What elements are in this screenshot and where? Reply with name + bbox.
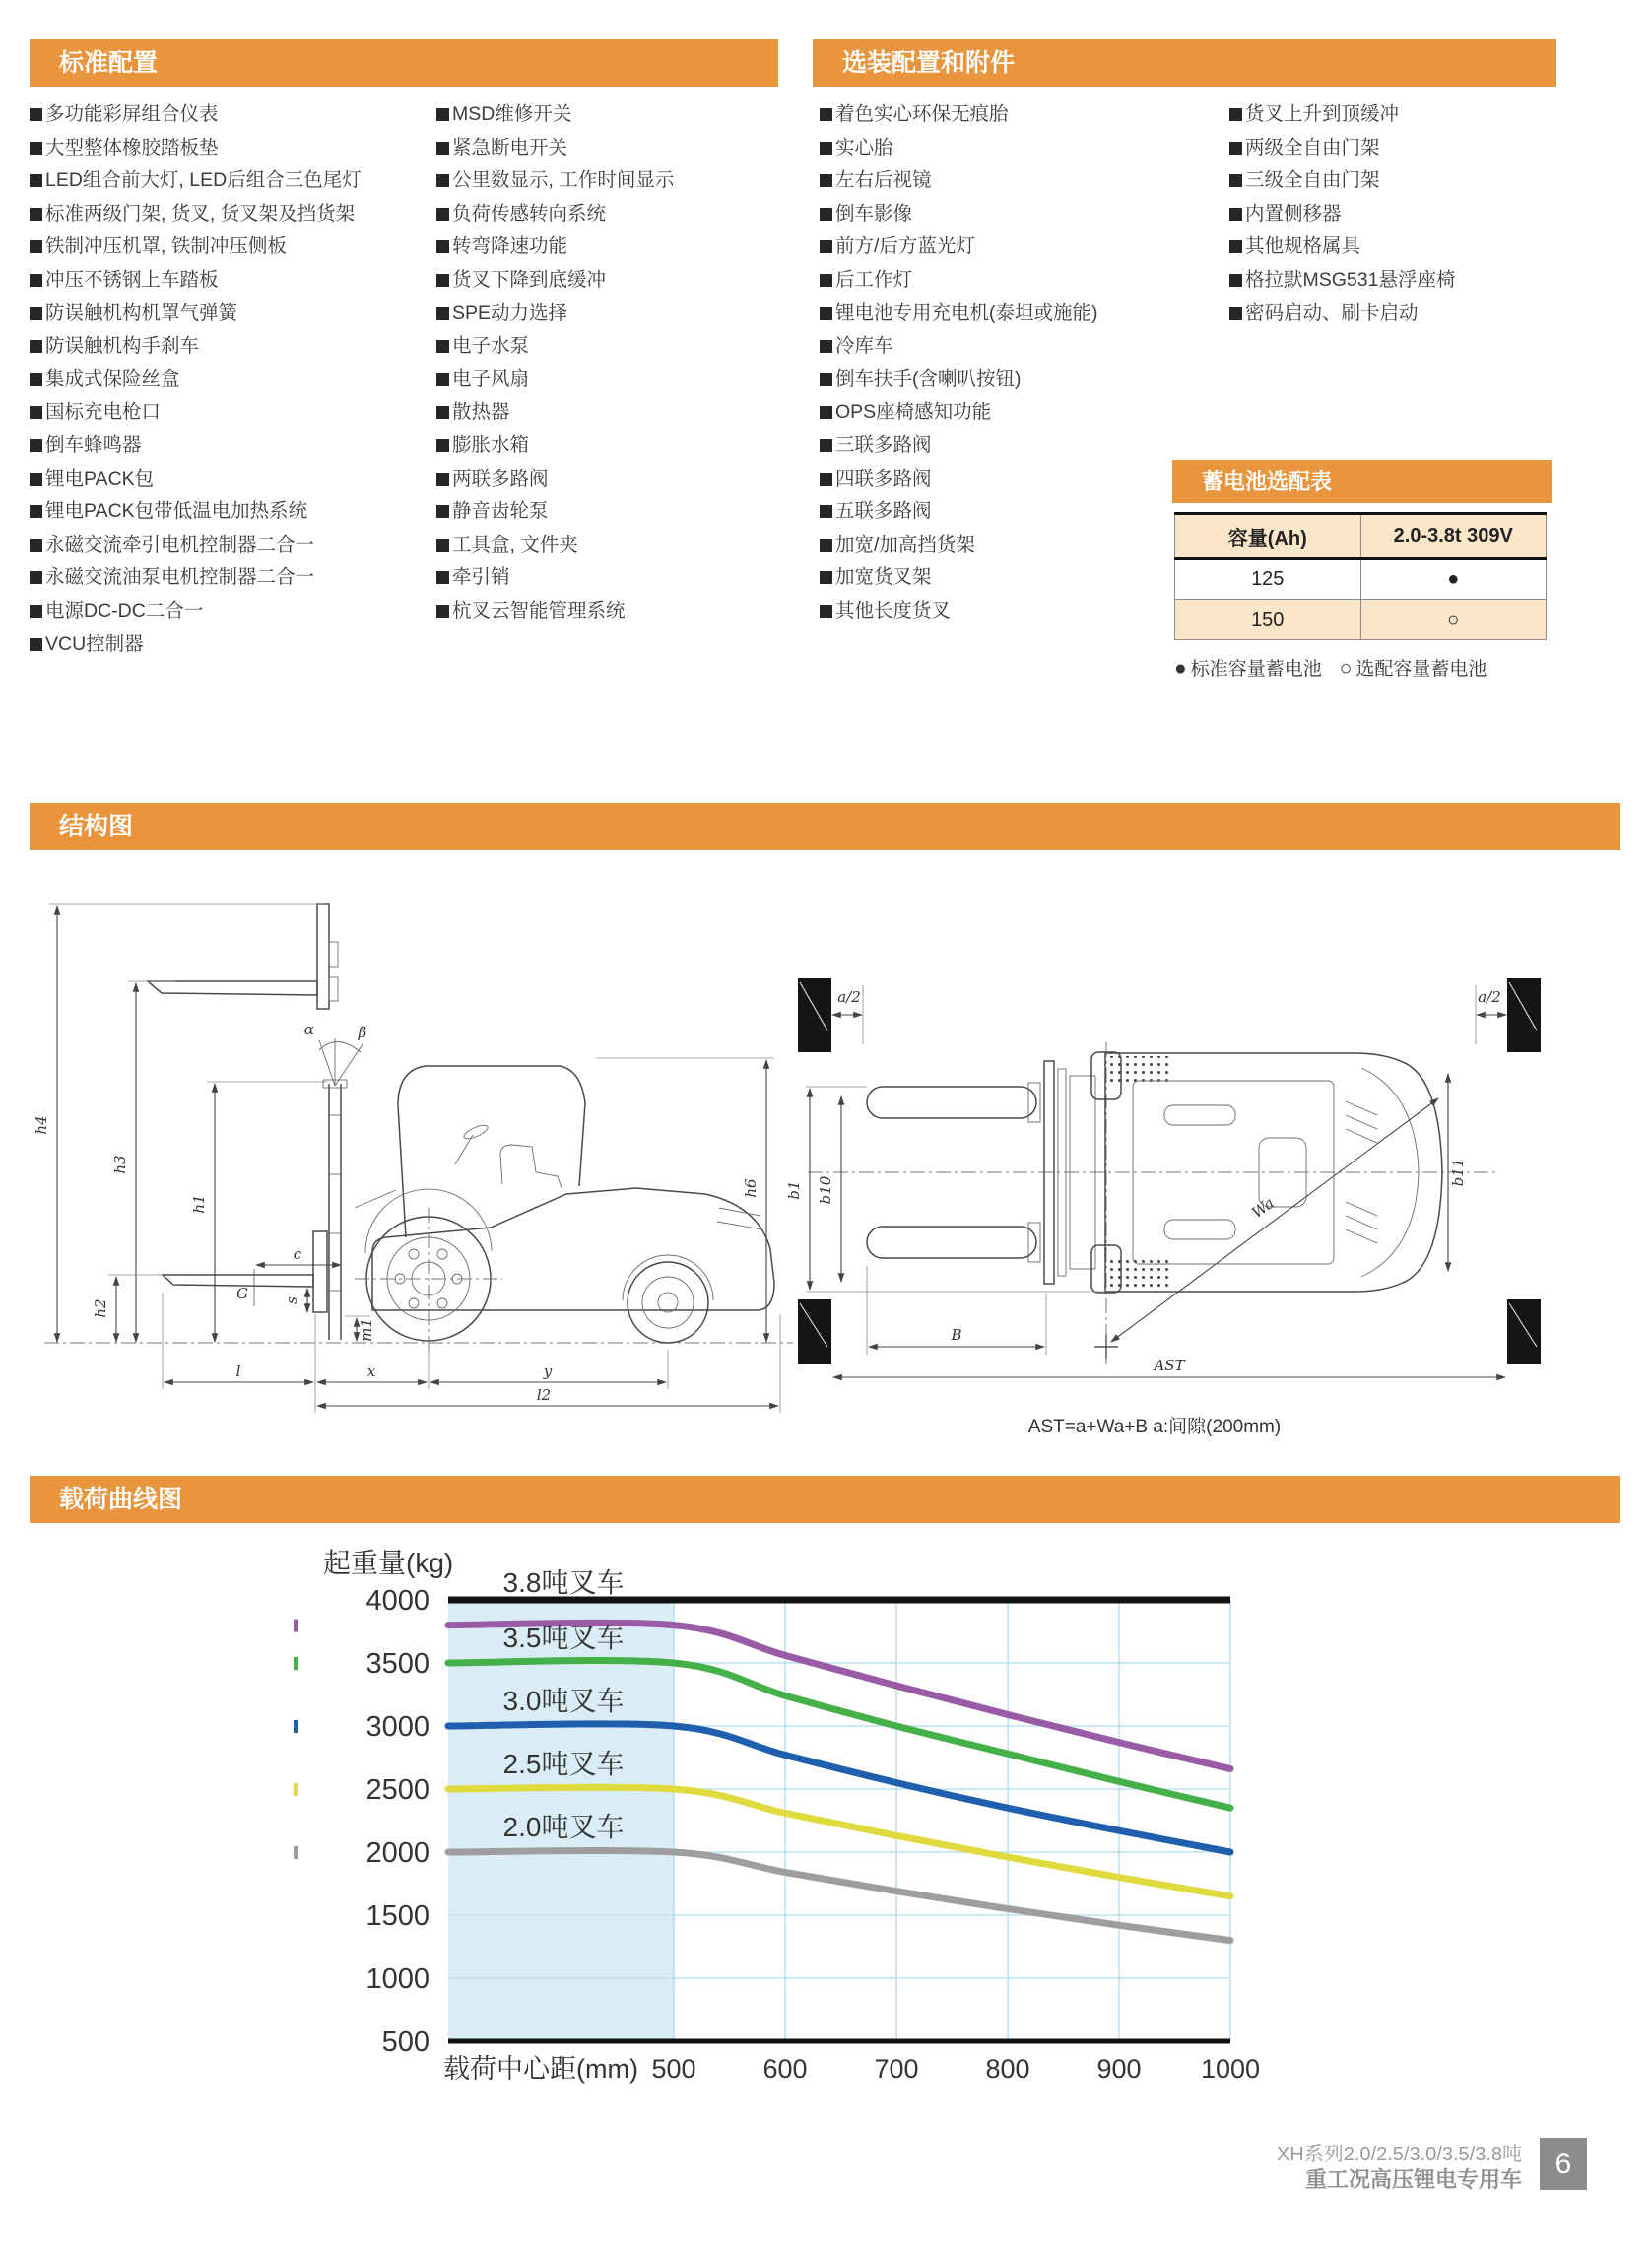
config-item-label: 防误触机构手刹车 <box>45 335 200 358</box>
battery-table <box>1174 512 1547 640</box>
config-item-label: 冷库车 <box>835 335 893 358</box>
square-bullet-icon <box>820 142 832 155</box>
square-bullet-icon <box>30 406 42 419</box>
square-bullet-icon <box>436 505 449 518</box>
x-tick-label: 700 <box>874 2054 919 2084</box>
config-item <box>30 364 362 397</box>
config-item <box>30 231 362 264</box>
config-item-label: 电子水泵 <box>452 335 530 358</box>
config-item-label: 格拉默MSG531悬浮座椅 <box>1245 268 1456 291</box>
config-item-label: 转弯降速功能 <box>452 235 568 258</box>
config-item <box>820 298 1098 331</box>
m1-dim-label: m1 <box>358 1318 375 1342</box>
square-bullet-icon <box>436 340 449 353</box>
config-item-label: 密码启动、刷卡启动 <box>1245 301 1419 324</box>
config-item <box>436 132 674 166</box>
config-item-label: 冲压不锈钢上车踏板 <box>45 268 219 291</box>
h3-dim-label: h3 <box>111 1155 129 1174</box>
standard-config-header: 标准配置 <box>30 39 778 87</box>
battery-legend <box>1174 654 1547 681</box>
config-item <box>436 231 674 264</box>
series-label: 2.0吨叉车 <box>502 1812 625 1842</box>
config-item-label: 其他规格属具 <box>1245 235 1361 258</box>
square-bullet-icon <box>1229 240 1242 253</box>
config-item-label: 三级全自由门架 <box>1245 169 1380 192</box>
config-item-label: 实心胎 <box>835 136 893 159</box>
config-item <box>436 330 674 364</box>
config-item <box>30 198 362 232</box>
config-item-label: 永磁交流油泵电机控制器二合一 <box>45 566 315 589</box>
config-item-label: 静音齿轮泵 <box>452 500 549 523</box>
config-item <box>820 364 1098 397</box>
square-bullet-icon <box>820 439 832 452</box>
config-item-label: 加宽/加高挡货架 <box>835 533 975 556</box>
config-item-label: 大型整体橡胶踏板垫 <box>45 136 219 159</box>
square-bullet-icon <box>30 307 42 320</box>
battery-section <box>1174 512 1547 681</box>
config-item <box>30 99 362 132</box>
config-item-label: 倒车蜂鸣器 <box>45 433 142 456</box>
square-bullet-icon <box>820 274 832 287</box>
config-item-label: 锂电PACK包带低温电加热系统 <box>45 500 308 523</box>
square-bullet-icon <box>820 174 832 187</box>
square-bullet-icon <box>436 571 449 584</box>
y-tick-label: 1500 <box>365 1900 430 1932</box>
square-bullet-icon <box>436 274 449 287</box>
battery-model-column-header: 2.0-3.8t 309V <box>1360 514 1547 559</box>
b1-dim-label: b1 <box>785 1180 803 1200</box>
config-item-label: 杭叉云智能管理系统 <box>452 599 626 622</box>
filled-circle-icon: ● <box>1174 657 1187 680</box>
config-item-label: 倒车影像 <box>835 202 913 225</box>
config-item <box>820 463 1098 497</box>
config-item <box>1229 298 1455 331</box>
b11-dim-label: b11 <box>1449 1158 1467 1187</box>
config-item <box>436 198 674 232</box>
structure-diagram-header: 结构图 <box>30 803 1620 850</box>
config-item <box>30 165 362 198</box>
config-item <box>820 99 1098 132</box>
square-bullet-icon <box>436 208 449 221</box>
config-item <box>30 496 362 529</box>
empty-circle-icon: ○ <box>1339 657 1353 680</box>
config-item <box>30 529 362 563</box>
load-curve-header: 载荷曲线图 <box>30 1476 1620 1523</box>
y-tick-label: 2500 <box>365 1774 430 1806</box>
series-label: 3.8吨叉车 <box>502 1567 625 1598</box>
h4-dim-label: h4 <box>33 1115 50 1135</box>
config-item <box>820 529 1098 563</box>
top-view-drawing <box>785 978 1541 1437</box>
square-bullet-icon <box>30 274 42 287</box>
config-item-label: 集成式保险丝盒 <box>45 367 180 390</box>
square-bullet-icon <box>436 373 449 386</box>
config-item <box>30 396 362 430</box>
config-item-label: 公里数显示, 工作时间显示 <box>452 169 675 192</box>
square-bullet-icon <box>436 142 449 155</box>
config-item-label: 五联多路阀 <box>835 500 932 523</box>
config-item-label: 紧急断电开关 <box>452 136 568 159</box>
config-item <box>1229 198 1455 232</box>
y-tick-label: 3500 <box>365 1648 430 1680</box>
config-item-label: 膨胀水箱 <box>452 433 530 456</box>
config-item-label: 加宽货叉架 <box>835 566 932 589</box>
x-tick-label: 900 <box>1096 2054 1142 2084</box>
config-item-label: 左右后视镜 <box>835 169 932 192</box>
standard-capacity-mark-icon: ● <box>1360 559 1547 600</box>
series-tick-3.0吨叉车 <box>294 1720 298 1733</box>
config-item-label: 内置侧移器 <box>1245 202 1342 225</box>
y-tick-label: 500 <box>381 2026 430 2058</box>
a2-right-dim-label: a/2 <box>1478 988 1501 1006</box>
square-bullet-icon <box>436 108 449 121</box>
square-bullet-icon <box>30 571 42 584</box>
config-item <box>1229 231 1455 264</box>
y-tick-label: 1000 <box>365 1963 430 1995</box>
config-item <box>30 595 362 629</box>
config-item <box>436 529 674 563</box>
square-bullet-icon <box>30 240 42 253</box>
square-bullet-icon <box>436 240 449 253</box>
series-label: 3.0吨叉车 <box>502 1686 625 1716</box>
config-item <box>820 396 1098 430</box>
config-item-label: MSD维修开关 <box>452 103 572 125</box>
config-item <box>436 430 674 463</box>
config-item-label: 永磁交流牵引电机控制器二合一 <box>45 533 315 556</box>
optional-config-col2 <box>1229 99 1455 330</box>
x-axis-title: 载荷中心距(mm) <box>443 2054 638 2084</box>
optional-capacity-mark-icon: ○ <box>1360 600 1547 640</box>
square-bullet-icon <box>436 439 449 452</box>
series-label: 2.5吨叉车 <box>502 1749 625 1779</box>
square-bullet-icon <box>820 539 832 552</box>
config-item <box>1229 99 1455 132</box>
config-item-label: 货叉上升到顶缓冲 <box>1245 103 1400 125</box>
config-item <box>820 430 1098 463</box>
square-bullet-icon <box>30 174 42 187</box>
square-bullet-icon <box>30 439 42 452</box>
square-bullet-icon <box>1229 174 1242 187</box>
config-item-label: 标准两级门架, 货叉, 货叉架及挡货架 <box>45 202 356 225</box>
h6-dim-label: h6 <box>742 1178 760 1198</box>
square-bullet-icon <box>820 605 832 618</box>
square-bullet-icon <box>1229 208 1242 221</box>
config-item-label: 防误触机构机罩气弹簧 <box>45 301 238 324</box>
config-item <box>30 330 362 364</box>
square-bullet-icon <box>436 307 449 320</box>
square-bullet-icon <box>30 208 42 221</box>
alpha-angle-label: α <box>303 1021 315 1038</box>
config-item <box>1229 165 1455 198</box>
y-axis-title: 起重量(kg) <box>323 1548 454 1578</box>
a2-left-dim-label: a/2 <box>837 988 861 1006</box>
config-item-label: 锂电池专用充电机(泰坦或施能) <box>835 301 1098 324</box>
config-item-label: 工具盒, 文件夹 <box>452 533 578 556</box>
config-item-label: 牵引销 <box>452 566 510 589</box>
square-bullet-icon <box>436 406 449 419</box>
l2-dim-label: l2 <box>536 1386 552 1404</box>
config-item-label: 锂电PACK包 <box>45 467 155 490</box>
config-item <box>820 496 1098 529</box>
load-curve-chart <box>236 1537 1281 2089</box>
square-bullet-icon <box>1229 142 1242 155</box>
config-item <box>30 264 362 298</box>
square-bullet-icon <box>820 307 832 320</box>
x-tick-label: 800 <box>985 2054 1030 2084</box>
optional-config-header: 选装配置和附件 <box>813 39 1556 87</box>
config-item-label: 散热器 <box>452 401 510 424</box>
config-item-label: 两联多路阀 <box>452 467 549 490</box>
config-item <box>436 396 674 430</box>
config-item-label: 三联多路阀 <box>835 433 932 456</box>
h2-dim-label: h2 <box>92 1298 109 1318</box>
config-item-label: 四联多路阀 <box>835 467 932 490</box>
config-item-label: OPS座椅感知功能 <box>835 401 992 424</box>
config-item-label: 倒车扶手(含喇叭按钮) <box>835 367 1022 390</box>
square-bullet-icon <box>820 108 832 121</box>
legend-standard-label: 标准容量蓄电池 <box>1190 659 1322 680</box>
square-bullet-icon <box>30 373 42 386</box>
square-bullet-icon <box>820 571 832 584</box>
config-item <box>820 264 1098 298</box>
config-item <box>436 562 674 595</box>
config-item <box>30 463 362 497</box>
b-dim-label: B <box>951 1326 962 1344</box>
config-item-label: 电源DC-DC二合一 <box>45 599 204 622</box>
config-item <box>820 231 1098 264</box>
config-item <box>436 463 674 497</box>
config-item <box>436 264 674 298</box>
square-bullet-icon <box>820 406 832 419</box>
square-bullet-icon <box>436 174 449 187</box>
config-item <box>820 165 1098 198</box>
ast-dim-label: AST <box>1154 1357 1185 1374</box>
config-item <box>820 198 1098 232</box>
config-item <box>30 298 362 331</box>
y-tick-label: 2000 <box>365 1837 430 1869</box>
s-dim-label: s <box>283 1296 300 1304</box>
config-item-label: 着色实心环保无痕胎 <box>835 103 1009 125</box>
standard-config-col1 <box>30 99 362 661</box>
config-item <box>436 496 674 529</box>
square-bullet-icon <box>436 539 449 552</box>
square-bullet-icon <box>436 473 449 486</box>
legend-optional-label: 选配容量蓄电池 <box>1355 659 1487 680</box>
config-item <box>436 165 674 198</box>
config-item <box>436 595 674 629</box>
series-tick-2.0吨叉车 <box>294 1846 298 1859</box>
battery-table-header: 蓄电池选配表 <box>1172 460 1552 503</box>
square-bullet-icon <box>30 539 42 552</box>
square-bullet-icon <box>820 505 832 518</box>
series-label: 3.5吨叉车 <box>502 1623 625 1653</box>
config-item-label: VCU控制器 <box>45 632 144 655</box>
y-tick-label: 4000 <box>365 1585 430 1617</box>
beta-angle-label: β <box>358 1024 367 1041</box>
config-item-label: 铁制冲压机罩, 铁制冲压侧板 <box>45 235 287 258</box>
footer-series-text: XH系列2.0/2.5/3.0/3.5/3.8吨 <box>1276 2144 1522 2165</box>
b10-dim-label: b10 <box>817 1175 834 1205</box>
series-tick-3.5吨叉车 <box>294 1657 298 1670</box>
page-number-badge: 6 <box>1540 2138 1587 2190</box>
battery-capacity-value: 125 <box>1175 559 1361 600</box>
config-item-label: 货叉下降到底缓冲 <box>452 268 607 291</box>
square-bullet-icon <box>30 638 42 651</box>
square-bullet-icon <box>30 108 42 121</box>
config-item <box>436 298 674 331</box>
config-item <box>820 132 1098 166</box>
config-item-label: 两级全自由门架 <box>1245 136 1380 159</box>
config-item <box>436 364 674 397</box>
series-tick-3.8吨叉车 <box>294 1620 298 1632</box>
battery-row-150 <box>1175 600 1547 640</box>
config-item-label: 前方/后方蓝光灯 <box>835 235 975 258</box>
y-tick-label: 3000 <box>365 1711 430 1743</box>
config-item-label: 多功能彩屏组合仪表 <box>45 103 219 125</box>
config-item-label: 后工作灯 <box>835 268 913 291</box>
config-item <box>30 629 362 662</box>
battery-row-125 <box>1175 559 1547 600</box>
g-point-label: G <box>236 1285 248 1302</box>
config-item-label: SPE动力选择 <box>452 301 568 324</box>
x-tick-label: 600 <box>762 2054 808 2084</box>
config-item <box>30 562 362 595</box>
c-dim-label: c <box>293 1245 302 1263</box>
config-item <box>30 430 362 463</box>
config-item <box>1229 132 1455 166</box>
config-item-label: 电子风扇 <box>452 367 530 390</box>
square-bullet-icon <box>30 473 42 486</box>
config-item-label: LED组合前大灯, LED后组合三色尾灯 <box>45 169 362 192</box>
square-bullet-icon <box>30 605 42 618</box>
config-item <box>30 132 362 166</box>
square-bullet-icon <box>30 340 42 353</box>
x-dim-label: x <box>366 1362 376 1380</box>
config-item <box>436 99 674 132</box>
battery-capacity-value: 150 <box>1175 600 1361 640</box>
square-bullet-icon <box>1229 108 1242 121</box>
standard-config-col2 <box>436 99 674 629</box>
config-item <box>1229 264 1455 298</box>
config-item-label: 国标充电枪口 <box>45 401 162 424</box>
config-item-label: 负荷传感转向系统 <box>452 202 607 225</box>
square-bullet-icon <box>1229 274 1242 287</box>
wa-dim-label: Wa <box>1248 1193 1278 1223</box>
square-bullet-icon <box>820 240 832 253</box>
ast-formula-note: AST=a+Wa+B a:间隙(200mm) <box>1027 1417 1282 1437</box>
side-view-drawing <box>33 904 793 1413</box>
config-item-label: 其他长度货叉 <box>835 599 952 622</box>
config-item <box>820 595 1098 629</box>
config-item <box>820 330 1098 364</box>
square-bullet-icon <box>436 605 449 618</box>
square-bullet-icon <box>820 473 832 486</box>
x-tick-label: 1000 <box>1200 2054 1261 2084</box>
square-bullet-icon <box>30 142 42 155</box>
footer-model-text: 重工况高压锂电专用车 <box>1304 2167 1522 2192</box>
x-tick-label: 500 <box>651 2054 696 2084</box>
structure-diagram <box>30 857 1620 1438</box>
battery-capacity-column-header: 容量(Ah) <box>1175 514 1361 559</box>
l-dim-label: l <box>235 1362 241 1380</box>
square-bullet-icon <box>1229 307 1242 320</box>
square-bullet-icon <box>820 340 832 353</box>
y-dim-label: y <box>543 1362 553 1380</box>
square-bullet-icon <box>820 208 832 221</box>
h1-dim-label: h1 <box>190 1194 208 1214</box>
optional-config-col1 <box>820 99 1098 629</box>
series-tick-2.5吨叉车 <box>294 1783 298 1796</box>
footer <box>887 2142 1522 2193</box>
square-bullet-icon <box>820 373 832 386</box>
config-item <box>820 562 1098 595</box>
square-bullet-icon <box>30 505 42 518</box>
